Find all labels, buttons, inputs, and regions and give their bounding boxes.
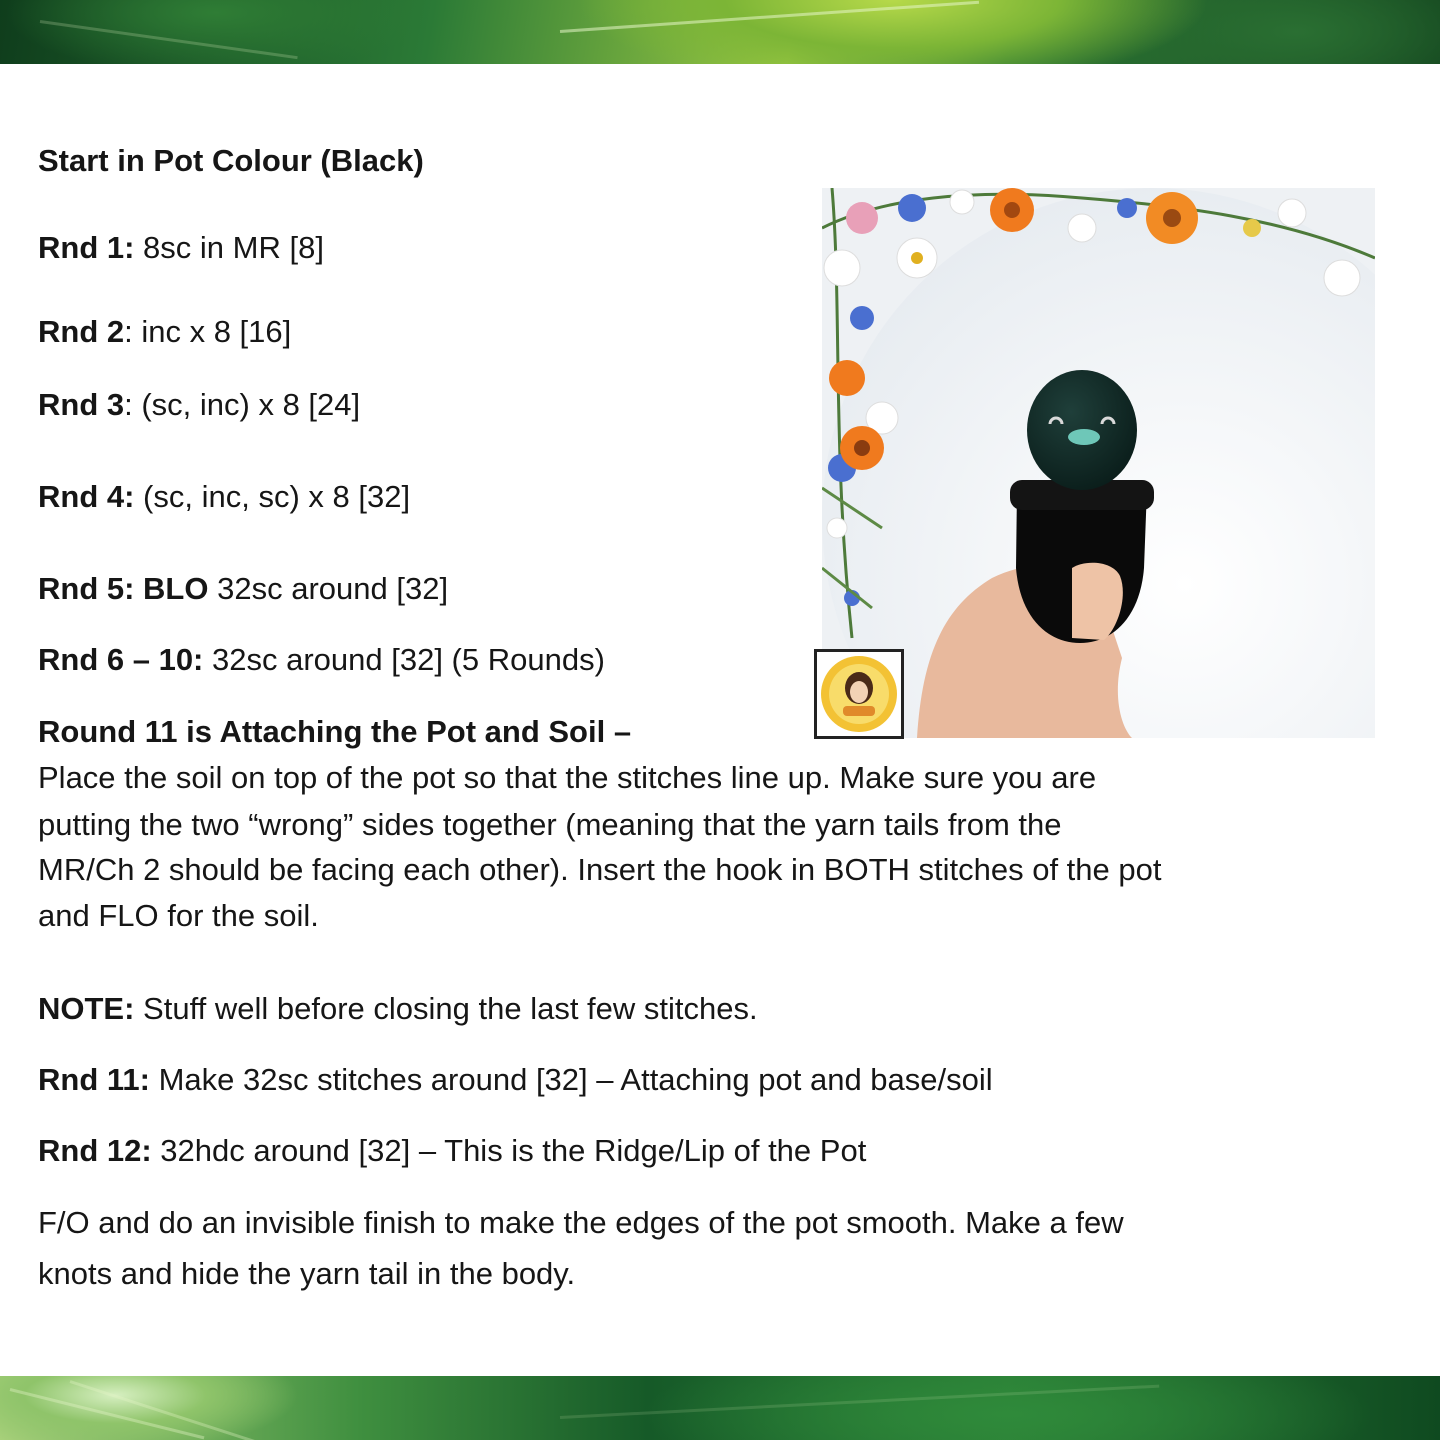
round-12: Rnd 12: 32hdc around [32] – This is the Ridge/Lip of the Pot <box>38 1133 867 1168</box>
brand-logo-icon <box>817 652 901 736</box>
round-1: Rnd 1: 8sc in MR [8] <box>38 230 324 265</box>
round-2: Rnd 2: inc x 8 [16] <box>38 314 292 349</box>
attach-line: MR/Ch 2 should be facing each other). Insert the hook in BOTH stitches of the pot <box>38 852 1162 887</box>
round-3: Rnd 3: (sc, inc) x 8 [24] <box>38 387 361 422</box>
note: NOTE: Stuff well before closing the last few stitches. <box>38 991 758 1026</box>
attach-line: Place the soil on top of the pot so that the stitches line up. Make sure you are <box>38 760 1097 795</box>
crochet-plant-pot-photo <box>822 188 1375 738</box>
finish-line: F/O and do an invisible finish to make the edges of the pot smooth. Make a few <box>38 1205 1124 1240</box>
round-5: Rnd 5: BLO 32sc around [32] <box>38 571 449 606</box>
attach-title: Round 11 is Attaching the Pot and Soil – <box>38 714 632 749</box>
section-heading: Start in Pot Colour (Black) <box>38 143 424 178</box>
round-4: Rnd 4: (sc, inc, sc) x 8 [32] <box>38 479 411 514</box>
crochet-head <box>1027 370 1137 490</box>
attach-line: and FLO for the soil. <box>38 898 319 933</box>
top-leaf-banner <box>0 0 1440 64</box>
finish-line: knots and hide the yarn tail in the body. <box>38 1256 576 1291</box>
bottom-leaf-banner <box>0 1376 1440 1440</box>
photo-illustration <box>822 188 1375 738</box>
attach-line: putting the two “wrong” sides together (meaning that the yarn tails from the <box>38 807 1062 842</box>
brand-logo-badge <box>814 649 904 739</box>
round-6-10: Rnd 6 – 10: 32sc around [32] (5 Rounds) <box>38 642 605 677</box>
round-11: Rnd 11: Make 32sc stitches around [32] – Attaching pot and base/soil <box>38 1062 993 1097</box>
